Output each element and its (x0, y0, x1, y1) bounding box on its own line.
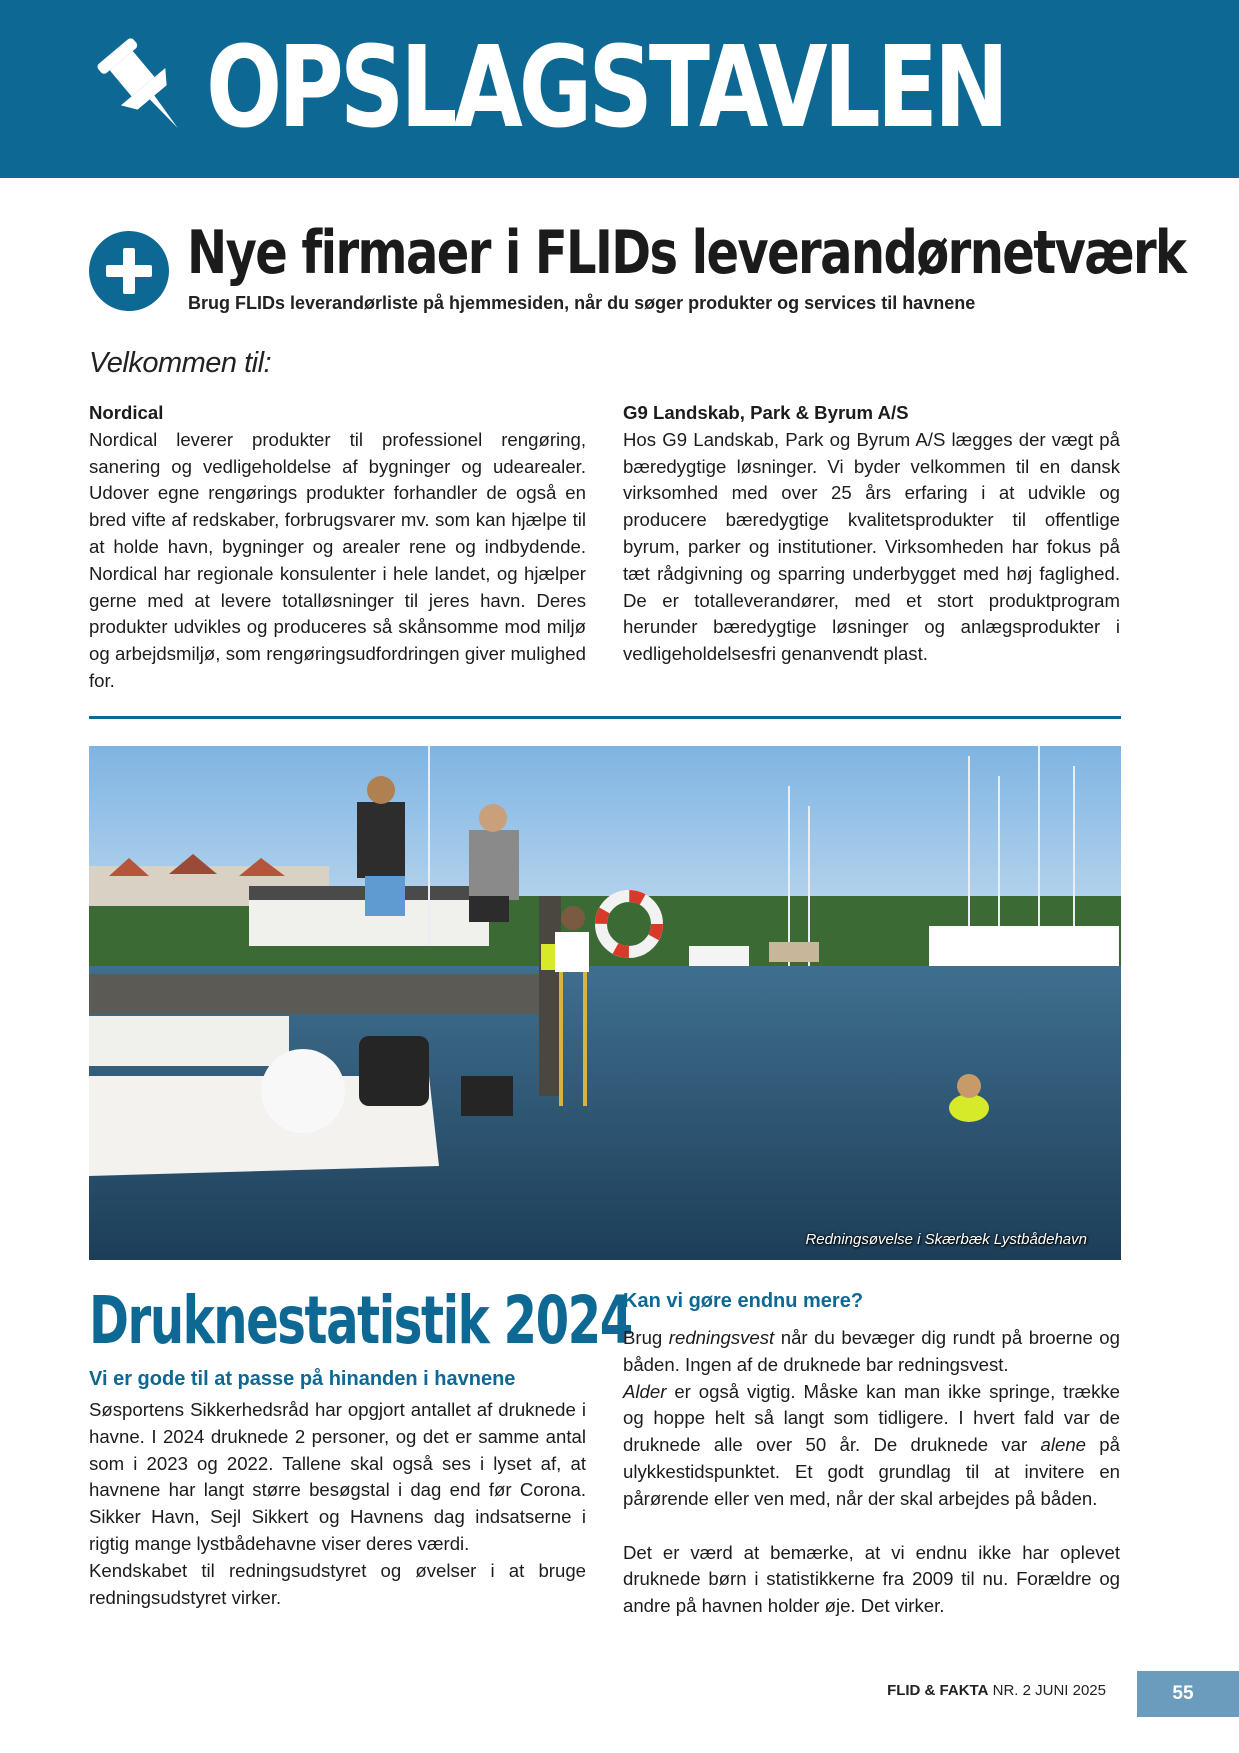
page-number: 55 (1137, 1671, 1239, 1717)
company-g9 (623, 400, 1120, 668)
photo-caption: Redningsøvelse i Skærbæk Lystbådehavn (805, 1231, 1087, 1248)
plus-icon (88, 230, 170, 312)
drowning-text: Søsportens Sikkerhedsråd har opgjort antallet af druknede i havne. I 2024 druknede 2 personer, og det er samme antal som i 2023 og 2022. Tallene skal også ses i lyset af, at havnene har langt større besøgstal i dag end før Corona. Sikker Havn, Sejl Sikkert og Havnens dag indsatserne i rigtig mange lystbådehavne viser deres værdi. (89, 1399, 586, 1554)
company-description: Hos G9 Landskab, Park og Byrum A/S lægges der vægt på bæredygtige løsninger. Vi byder velkommen til en dansk virksomhed med over 25 års erfaring i at udvikle og producere bæredygtige kvalitetsprodukter til offentlige byrum, parker og institutioner. Virksomheden har fokus på tæt rådgivning og sparring underbygget med høj faglighed. De er totalleverandører, med et stort produktprogram herunder bæredygtige løsninger og anlægsprodukter i vedligeholdelsesfri genanvendt plast. (623, 428, 1120, 665)
drowning-subhead: Vi er gode til at passe på hinanden i havnene (89, 1368, 516, 1390)
drowning-right-column (623, 1287, 1120, 1620)
photo-illustration (89, 746, 1121, 1260)
drowning-text-2: Kendskabet til redningsudstyret og øvelser i at bruge redningsudstyret virker. (89, 1559, 586, 1608)
banner-title: OPSLAGSTAVLEN (206, 23, 1005, 153)
harbor-photo (89, 746, 1121, 1260)
paragraph-children: Det er værd at bemærke, at vi endnu ikke har oplevet druknede børn i statistikkerne fra 2009 til nu. Forældre og andre på havnen holder øje. Det virker. (623, 1541, 1120, 1617)
section-title: Nye firmaer i FLIDs leverandørnetværk (187, 218, 1186, 288)
paragraph-lifevest: Brug redningsvest når du bevæger dig rundt på broerne og båden. Ingen af de druknede bar redningsvest. (623, 1327, 1120, 1375)
company-name: G9 Landskab, Park & Byrum A/S (623, 402, 909, 423)
company-nordical (89, 400, 586, 695)
company-description: Nordical leverer produkter til professionel rengøring, sanering og vedligeholdelse af bygninger og udearealer. Udover egne rengørings produkter forhandler de også en bred vifte af redskaber, forbrugsvarer mv. som kan hjælpe til at holde havn, bygninger og arealer rene og indbydende. Nordical har regionale konsulenter i hele landet, og hjælper gerne med at levere totalløsninger til jeres havn. Deres produkter udvikles og produceres så skånsomme mod miljø og arbejdsmiljø, som rengøringsudfordringen giver mulighed for. (89, 428, 586, 691)
company-name: Nordical (89, 402, 164, 423)
right-subhead: Kan vi gøre endnu mere? (623, 1290, 864, 1312)
header-banner (0, 0, 1239, 178)
welcome-text: Velkommen til: (89, 347, 272, 379)
section-subtitle: Brug FLIDs leverandørliste på hjemmesiden, når du søger produkter og services til havnene (188, 293, 976, 313)
push-pin-icon (86, 34, 204, 144)
paragraph-age: Alder er også vigtig. Måske kan man ikke springe, trække og hoppe helt så langt som tidligere. I hvert fald var de druknede alle over 50 år. De druknede var alene på ulykkestidspunktet. Et godt grundlag til at invitere en pårørende eller ven med, når der skal arbejdes på båden. (623, 1380, 1120, 1509)
drowning-stats-title: Druknestatistik 2024 (89, 1282, 632, 1359)
drowning-left-column (89, 1365, 586, 1611)
footer-publication: FLID & FAKTA NR. 2 JUNI 2025 (887, 1682, 1106, 1699)
section-divider (89, 716, 1121, 719)
